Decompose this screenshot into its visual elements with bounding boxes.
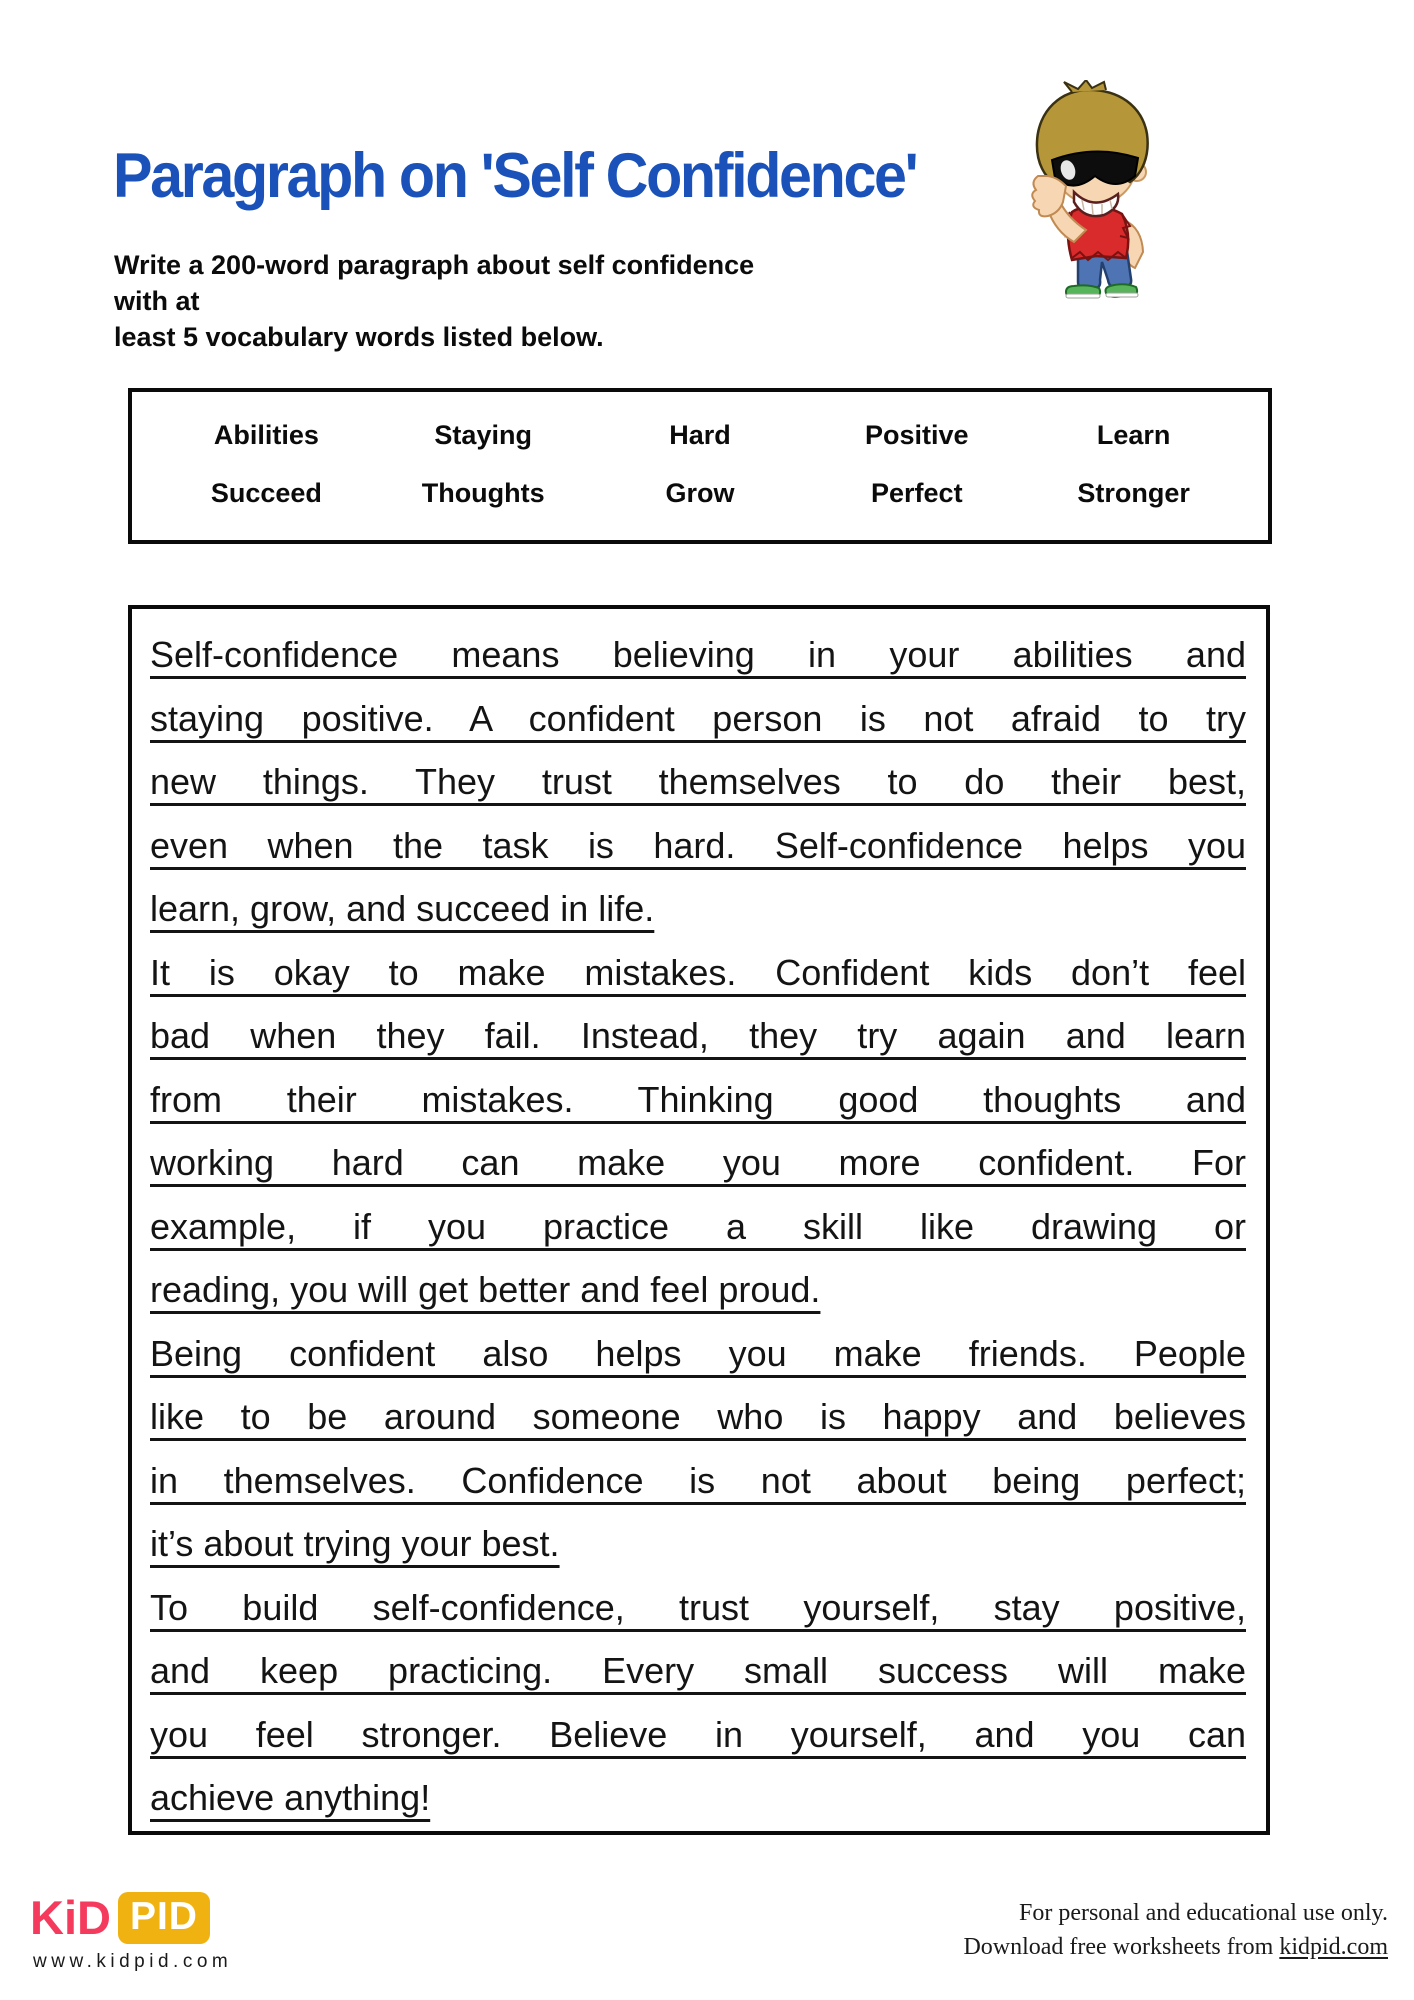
paragraph-line: working hard can make you more confident. For: [150, 1142, 1246, 1183]
paragraph-line: it’s about trying your best.: [150, 1523, 560, 1564]
paragraph-answer-box: [128, 605, 1270, 1835]
paragraph-line: new things. They trust themselves to do their best,: [150, 761, 1246, 802]
vocab-word: Abilities: [213, 419, 319, 450]
vocab-word: Staying: [434, 419, 532, 450]
paragraph-line: bad when they fail. Instead, they try again and learn: [150, 1015, 1246, 1056]
boy-sunglasses-illustration: [1002, 80, 1184, 305]
paragraph-line: you feel stronger. Believe in yourself, and you can: [150, 1713, 1246, 1755]
paragraph-line: example, if you practice a skill like drawing or: [150, 1205, 1246, 1247]
kidpid-download-link[interactable]: kidpid.com: [1279, 1934, 1388, 1960]
vocab-word: Positive: [865, 419, 969, 450]
kidpid-logo: [30, 1890, 210, 1945]
vocab-word: Learn: [1096, 419, 1171, 450]
vocab-word: Thoughts: [421, 477, 545, 508]
vocab-word: Perfect: [871, 477, 963, 508]
paragraph-line: learn, grow, and succeed in life.: [150, 888, 655, 929]
vocab-word: Hard: [669, 419, 731, 450]
instructions-text: [114, 247, 794, 355]
instructions-line-2: least 5 vocabulary words listed below.: [114, 322, 604, 352]
paragraph-line: It is okay to make mistakes. Confident kids don’t feel: [150, 951, 1246, 993]
instructions-line-1: Write a 200-word paragraph about self confidence with at: [114, 250, 755, 316]
paragraph-line: Self-confidence means believing in your abilities and: [150, 634, 1246, 675]
paragraph-line: staying positive. A confident person is not afraid to try: [150, 697, 1246, 739]
usage-notice-line-2: Download free worksheets from kidpid.com: [963, 1934, 1388, 1960]
kidpid-logo-pid-badge: PID: [118, 1892, 210, 1944]
vocab-word: Grow: [665, 477, 735, 508]
paragraph-line: even when the task is hard. Self-confidence helps you: [150, 824, 1246, 866]
usage-notice: [963, 1896, 1388, 1964]
paragraph-line: reading, you will get better and feel proud.: [150, 1269, 821, 1310]
paragraph-line: To build self-confidence, trust yourself, stay positive,: [150, 1586, 1246, 1628]
paragraph-line: like to be around someone who is happy and believes: [150, 1396, 1246, 1437]
paragraph-line: from their mistakes. Thinking good thoughts and: [150, 1078, 1246, 1120]
kidpid-logo-kid-text: KiD: [30, 1891, 111, 1944]
vocabulary-box: [128, 388, 1272, 544]
paragraph-line: and keep practicing. Every small success will make: [150, 1650, 1246, 1691]
vocab-word: Succeed: [210, 477, 322, 508]
paragraph-line: in themselves. Confidence is not about being perfect;: [150, 1459, 1246, 1501]
usage-notice-line-1: For personal and educational use only.: [1018, 1900, 1388, 1926]
paragraph-line: Being confident also helps you make friends. People: [150, 1332, 1246, 1374]
vocab-word: Stronger: [1077, 477, 1190, 508]
paragraph-line: achieve anything!: [150, 1777, 431, 1818]
page-title: Paragraph on 'Self Confidence': [113, 141, 917, 211]
kidpid-website-url: www.kidpid.com: [33, 1951, 233, 1972]
